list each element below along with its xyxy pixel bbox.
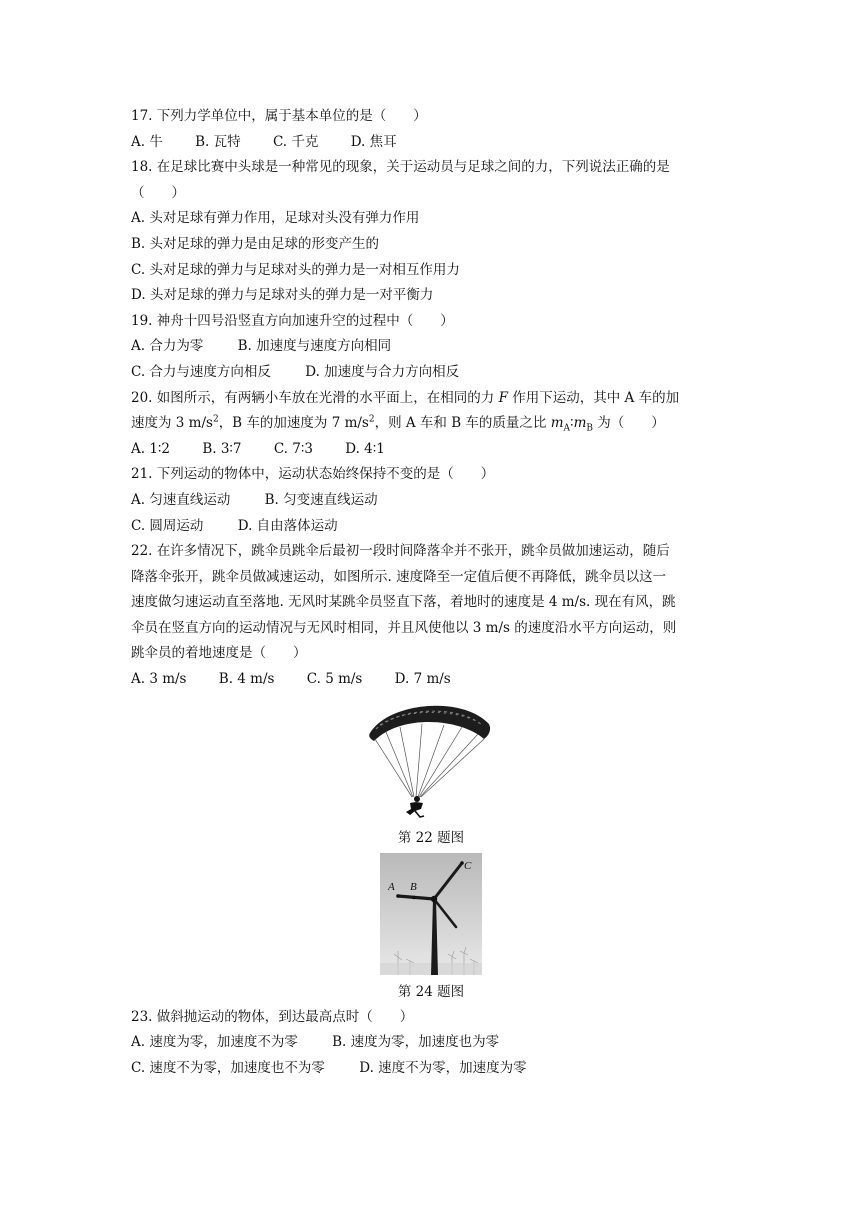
q22-stem-line-4: 伞员在竖直方向的运动情况与无风时相同，并且风使他以 3 m/s 的速度沿水平方向运动，则: [131, 619, 677, 636]
q20-force-symbol: F: [498, 389, 508, 406]
q22-options: [131, 667, 731, 693]
q18-option-a: A. 头对足球有弹力作用，足球对头没有弹力作用: [131, 210, 420, 227]
q19-stem: 19. 神舟十四号沿竖直方向加速升空的过程中（ ）: [131, 312, 454, 329]
q18-stem-line-2: （ ）: [131, 184, 185, 201]
q21-option-c: C. 圆周运动: [131, 517, 204, 534]
q22-option-c: C. 5 m/s: [306, 671, 363, 688]
q19-options-row-1: [131, 334, 731, 360]
q17-option-a: A. 牛: [131, 133, 163, 150]
question-page: [131, 104, 731, 1081]
q20-option-a: A. 1∶2: [131, 440, 171, 457]
fig24-label-c: C: [464, 859, 472, 872]
q20-stem-line-2: [131, 411, 731, 437]
figure-24-caption: 第 24 题图: [397, 983, 465, 1000]
q17-option-b: B. 瓦特: [195, 133, 241, 150]
q17-option-d: D. 焦耳: [350, 133, 397, 150]
q21-option-b: B. 匀变速直线运动: [264, 491, 378, 508]
q23-option-b: B. 速度为零，加速度也为零: [332, 1034, 500, 1051]
q22-stem-line-1: 22. 在许多情况下，跳伞员跳伞后最初一段时间降落伞并不张开，跳伞员做加速运动，随后: [131, 543, 670, 560]
q20-stem-part-f: 为（ ）: [597, 415, 665, 432]
q23-option-a: A. 速度为零，加速度不为零: [131, 1034, 298, 1051]
q21-option-d: D. 自由落体运动: [237, 517, 338, 534]
q21-options-row-2: [131, 514, 731, 540]
q18-option-b: B. 头对足球的弹力是由足球的形变产生的: [131, 235, 380, 252]
q20-superscript-2: 2: [368, 414, 375, 425]
q23-options-row-2: [131, 1056, 731, 1082]
wind-turbine-photo: [380, 853, 482, 975]
q22-option-d: D. 7 m/s: [394, 671, 451, 688]
q20-mass-a: m: [550, 415, 564, 432]
q18-option-d: D. 头对足球的弹力与足球对头的弹力是一对平衡力: [131, 287, 434, 304]
q22-stem-line-2: 降落伞张开，跳伞员做减速运动，如图所示. 速度降至一定值后便不再降低，跳伞员以这一: [131, 568, 667, 585]
q20-ratio-sign: ∶: [570, 415, 574, 432]
parachutist-illustration: [366, 699, 496, 821]
q22-option-a: A. 3 m/s: [131, 671, 187, 688]
q20-stem-line-1: [131, 386, 731, 412]
q20-option-d: D. 4∶1: [345, 440, 385, 457]
q23-option-c: C. 速度不为零，加速度也不为零: [131, 1059, 325, 1076]
q19-option-a: A. 合力为零: [131, 338, 204, 355]
q18-option-c: C. 头对足球的弹力与足球对头的弹力是一对相互作用力: [131, 261, 460, 278]
q20-superscript-1: 2: [212, 414, 219, 425]
q22-option-b: B. 4 m/s: [218, 671, 275, 688]
q21-options-row-1: [131, 488, 731, 514]
q19-option-d: D. 加速度与合力方向相反: [305, 363, 460, 380]
q20-stem-part-e: ，则 A 车和 B 车的质量之比: [374, 415, 547, 432]
q20-stem-part-a: 20. 如图所示，有两辆小车放在光滑的水平面上，在相同的力: [131, 389, 495, 406]
q20-option-c: C. 7∶3: [273, 440, 313, 457]
q23-stem: 23. 做斜抛运动的物体，到达最高点时（ ）: [131, 1008, 414, 1025]
figure-24: [131, 853, 731, 979]
q20-mass-a-subscript: A: [563, 423, 571, 434]
q20-stem-part-b: 作用下运动，其中 A 车的加: [512, 389, 680, 406]
q22-stem-line-3: 速度做匀速运动直至落地. 无风时某跳伞员竖直下落，着地时的速度是 4 m/s. 现在有风，跳: [131, 594, 676, 611]
q17-option-c: C. 千克: [272, 133, 319, 150]
q20-mass-b: m: [573, 415, 587, 432]
figure-22: [131, 699, 731, 825]
q21-stem: 21. 下列运动的物体中，运动状态始终保持不变的是（ ）: [131, 466, 495, 483]
q20-options: [131, 437, 731, 463]
q17-stem: 17. 下列力学单位中，属于基本单位的是（ ）: [131, 108, 427, 124]
q20-stem-part-d: ，B 车的加速度为 7 m/s: [218, 415, 369, 432]
q20-option-b: B. 3∶7: [202, 440, 242, 457]
q19-option-c: C. 合力与速度方向相反: [131, 363, 271, 380]
q19-option-b: B. 加速度与速度方向相同: [237, 338, 392, 355]
q23-options-row-1: [131, 1030, 731, 1056]
fig24-label-a: A: [388, 880, 395, 893]
q19-options-row-2: [131, 360, 731, 386]
q17-options: [131, 130, 731, 156]
q18-stem-line-1: 18. 在足球比赛中头球是一种常见的现象，关于运动员与足球之间的力，下列说法正确的是: [131, 159, 670, 176]
fig24-label-b: B: [410, 880, 417, 893]
figure-22-caption: 第 22 题图: [397, 829, 465, 846]
q20-mass-b-subscript: B: [586, 423, 593, 434]
q23-option-d: D. 速度不为零，加速度为零: [359, 1059, 527, 1076]
q21-option-a: A. 匀速直线运动: [131, 491, 231, 508]
q22-stem-line-5: 跳伞员的着地速度是（ ）: [131, 645, 307, 662]
q20-stem-part-c: 速度为 3 m/s: [131, 415, 213, 432]
